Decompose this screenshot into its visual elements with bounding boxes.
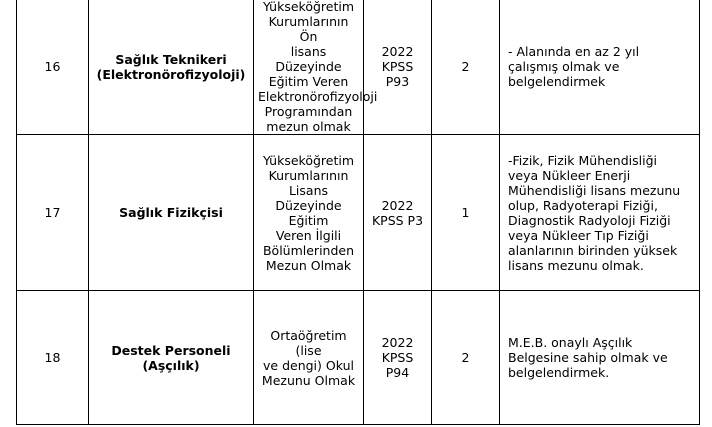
row-number: 16 — [17, 0, 89, 135]
table-row — [17, 291, 700, 425]
education-requirement: Yükseköğretim Kurumlarının Lisans Düzeyinde Eğitim Veren İlgili Bölümlerinden Mezun Olmak — [254, 135, 364, 291]
position-count: 1 — [432, 135, 500, 291]
table-row — [17, 0, 700, 135]
special-requirement: -Fizik, Fizik Mühendisliği veya Nükleer Enerji Mühendisliği lisans mezunu olup, Radyoterapi Fiziği, Diagnostik Radyoloji Fiziği veya Nükleer Tıp Fiziği alanlarının birinden yüksek lisans mezunu olmak. — [500, 135, 700, 291]
position-count: 2 — [432, 291, 500, 425]
row-number: 17 — [17, 135, 89, 291]
table-row — [17, 135, 700, 291]
row-number: 18 — [17, 291, 89, 425]
education-requirement: Ortaöğretim (lise ve dengi) Okul Mezunu Olmak — [254, 291, 364, 425]
education-requirement: Yükseköğretim Kurumlarının Ön lisans Düzeyinde Eğitim Veren Elektronörofizyoloji Programından mezun olmak — [254, 0, 364, 135]
position-count: 2 — [432, 0, 500, 135]
position-title: Sağlık Teknikeri (Elektronörofizyoloji) — [89, 0, 254, 135]
kpss-score-type: 2022 KPSS P94 — [364, 291, 432, 425]
special-requirement: M.E.B. onaylı Aşçılık Belgesine sahip olmak ve belgelendirmek. — [500, 291, 700, 425]
kpss-score-type: 2022 KPSS P3 — [364, 135, 432, 291]
kpss-score-type: 2022 KPSS P93 — [364, 0, 432, 135]
position-title: Sağlık Fizikçisi — [89, 135, 254, 291]
special-requirement: - Alanında en az 2 yıl çalışmış olmak ve belgelendirmek — [500, 0, 700, 135]
position-title: Destek Personeli (Aşçılık) — [89, 291, 254, 425]
positions-table — [16, 0, 700, 425]
